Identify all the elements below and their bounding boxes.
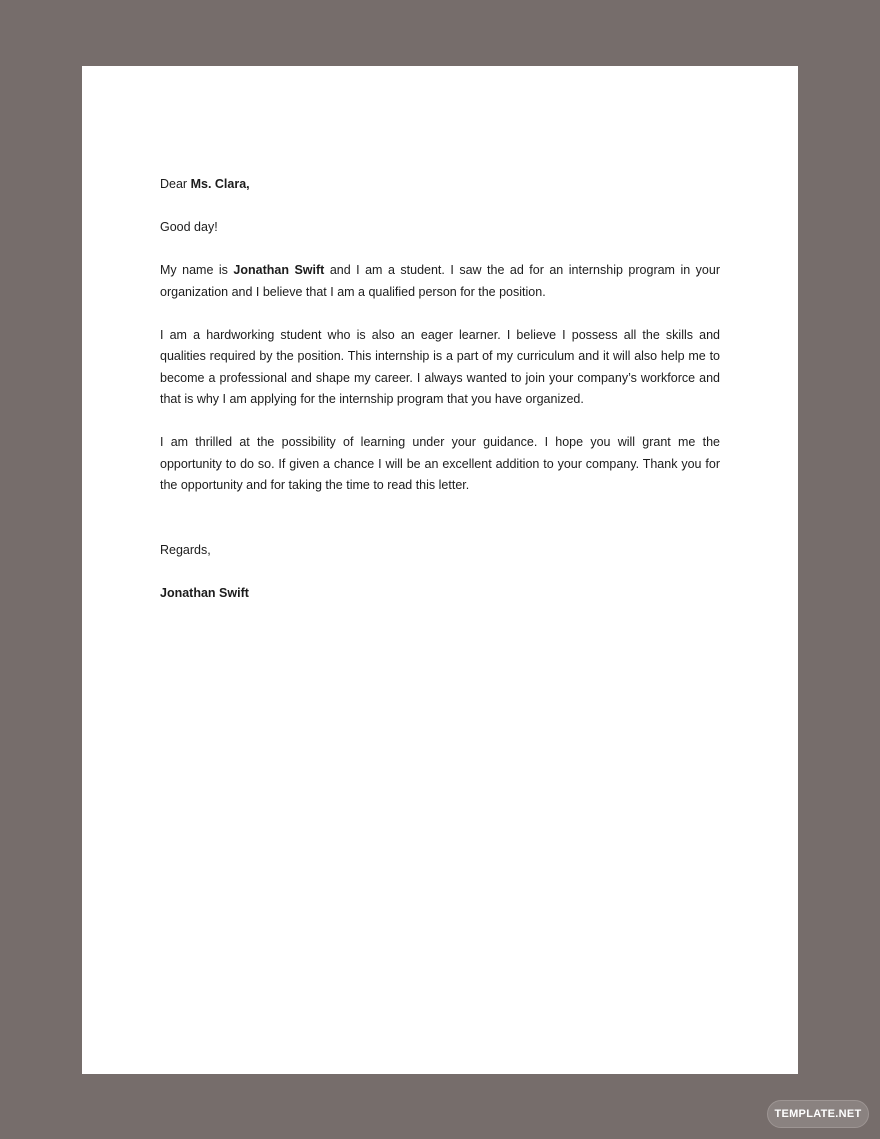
salutation-prefix: Dear (160, 177, 191, 191)
template-net-watermark[interactable]: TEMPLATE.NET (767, 1100, 869, 1128)
body-paragraph-3: I am thrilled at the possibility of learning under your guidance. I hope you will grant me the opportunity to do so. If given a chance I will be an excellent addition to your company. Thank you for the opportunity and for taking the time to read this letter. (160, 435, 720, 492)
signature (160, 583, 720, 605)
letter-body (160, 174, 720, 604)
intro-prefix: My name is (160, 263, 234, 277)
closing: Regards, (160, 542, 211, 557)
sender-name-inline: Jonathan Swift (233, 263, 325, 277)
salutation (160, 174, 720, 196)
letter-page (82, 66, 798, 1074)
signature-name: Jonathan Swift (160, 585, 249, 600)
intro-rest: and I am a student. I saw the ad for an internship program in your organization and I believe that I am a qualified person for the position. (160, 263, 720, 299)
body-paragraph-2: I am a hardworking student who is also an eager learner. I believe I possess all the skills and qualities required by the position. This internship is a part of my curriculum and it will also help me to become a professional and shape my career. I always wanted to join your company’s workforce and that is why I am applying for the internship program that you have organized. (160, 327, 720, 406)
greeting: Good day! (160, 220, 218, 234)
intro-paragraph (160, 260, 720, 303)
recipient-name: Ms. Clara, (190, 177, 250, 191)
